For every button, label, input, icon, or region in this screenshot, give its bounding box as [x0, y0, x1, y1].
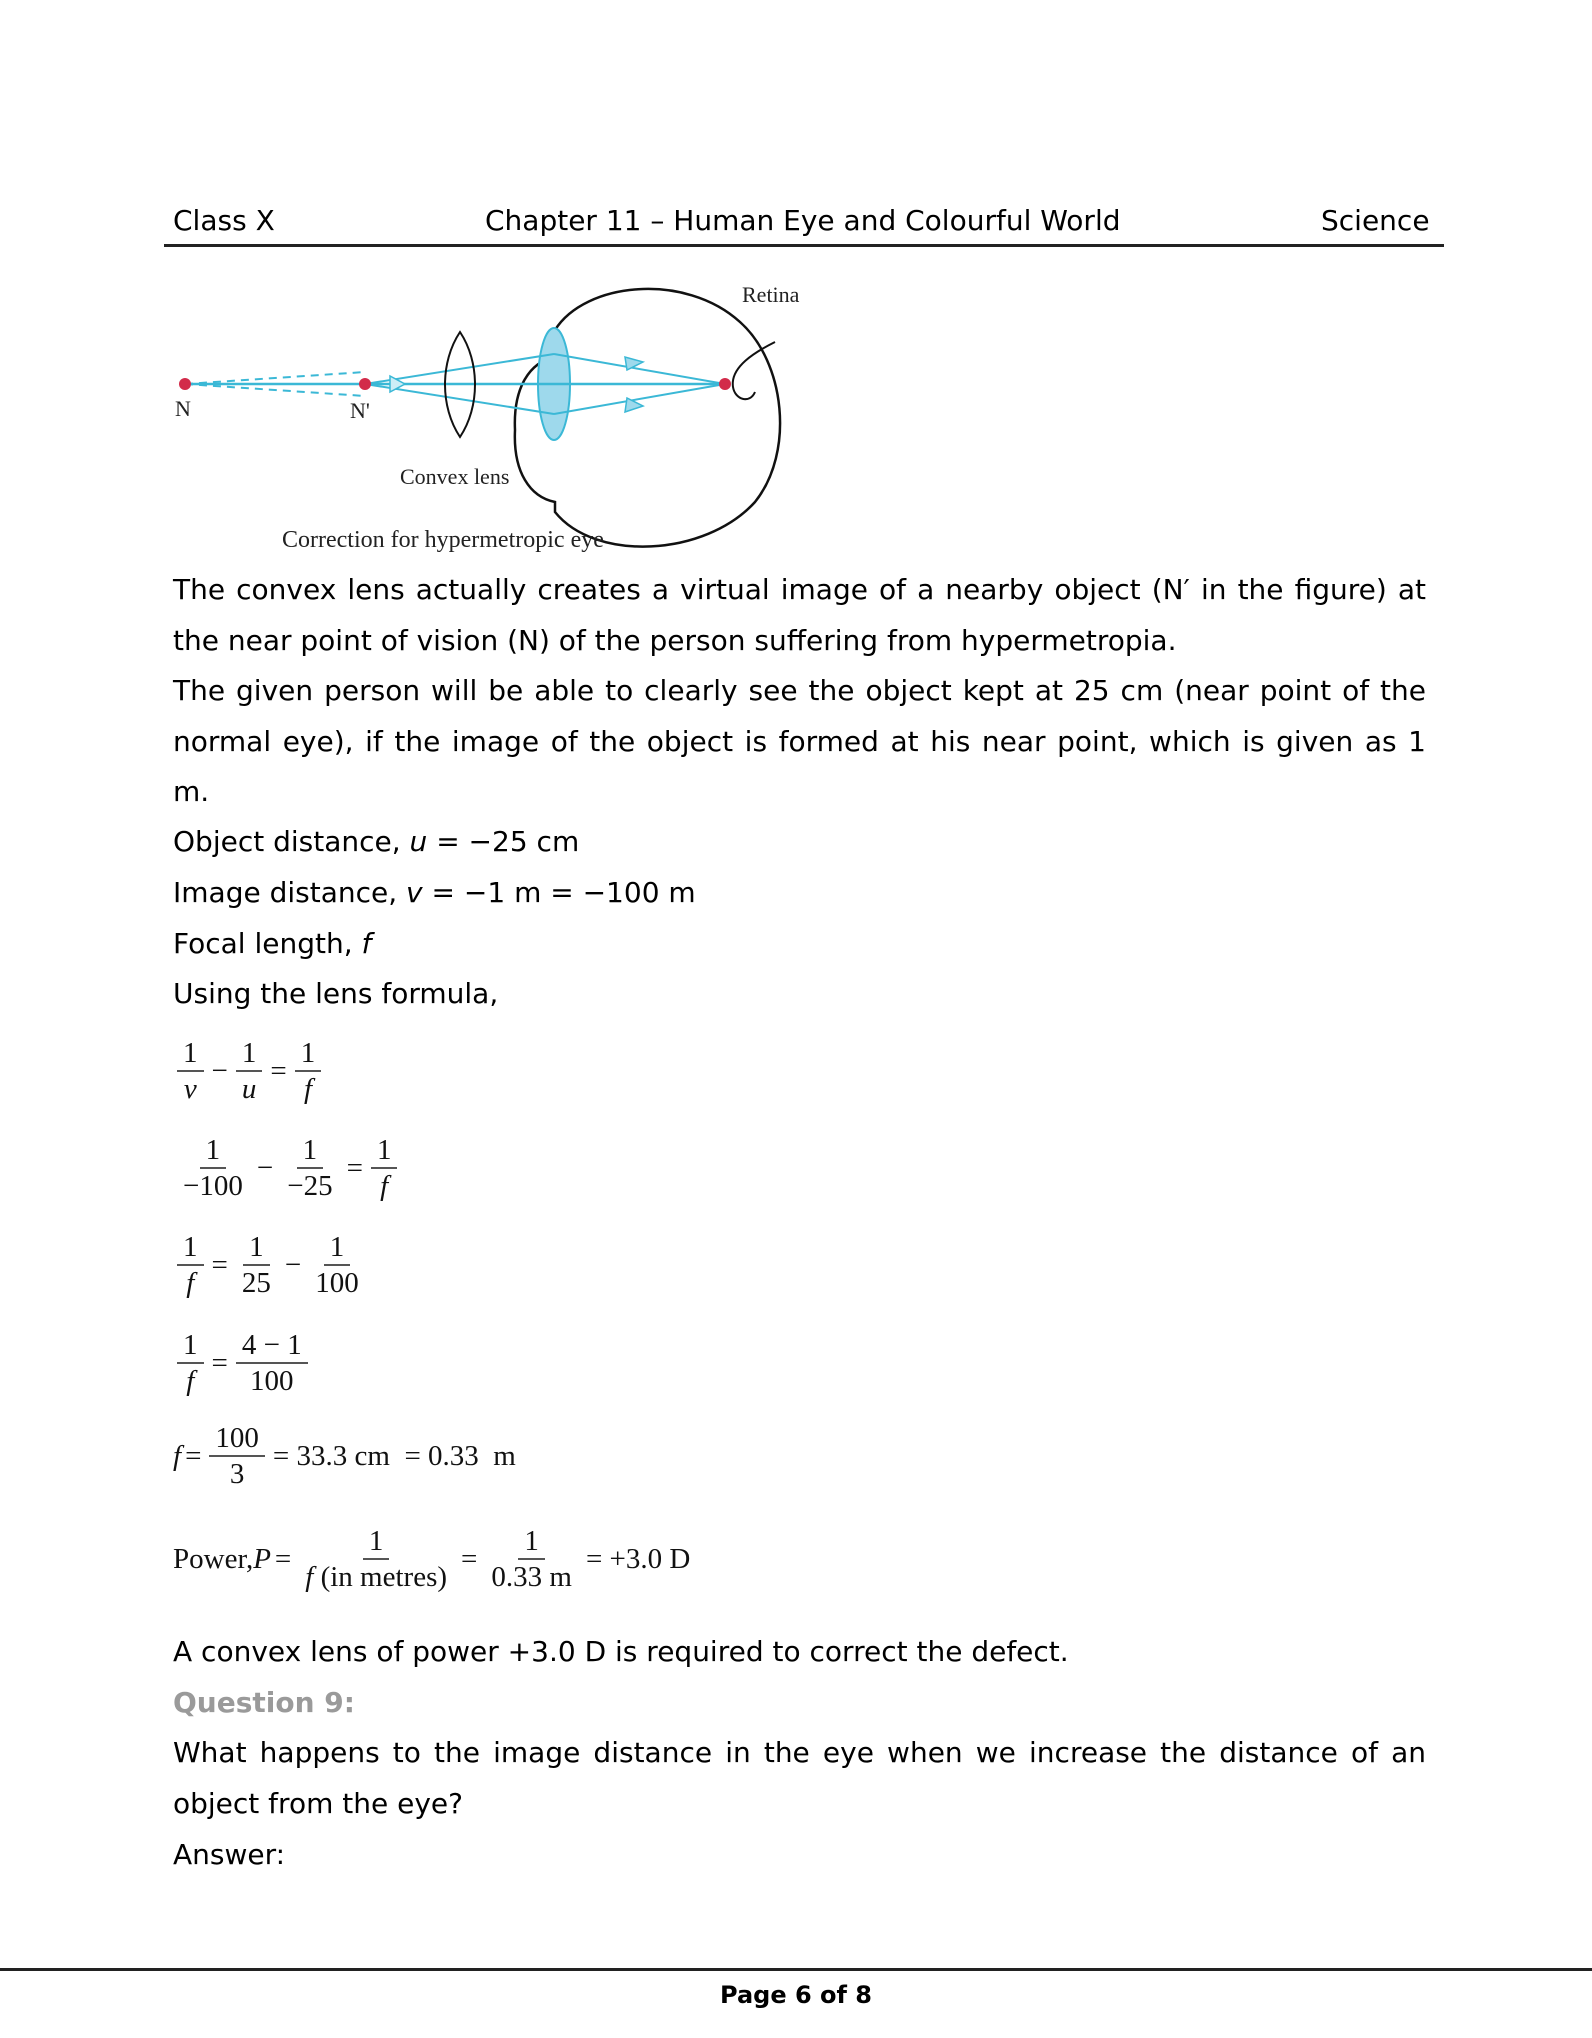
- point-n-prime: [359, 378, 371, 390]
- retina-focus-point: [719, 378, 731, 390]
- equation-rearranged: $\frac{1}{f}$ = $\frac{1}{25}$ − $\frac{1}{100}$: [173, 1230, 369, 1300]
- object-distance: Object distance, u = −25 cm: [173, 825, 580, 858]
- answer-label: Answer:: [173, 1838, 286, 1871]
- header-chapter-title: Chapter 11 – Human Eye and Colourful World: [485, 204, 1121, 237]
- equation-substitution: $\frac{1}{-100}$ − $\frac{1}{-25}$ = $\frac{1}{f}$: [173, 1133, 401, 1203]
- header-class: Class X: [173, 204, 275, 237]
- equation-combined: $\frac{1}{f}$ = $\frac{4 - 1}{100}$: [173, 1328, 312, 1398]
- equation-power: Power, P = $\frac{1}{\text{f (in metres)}}$ = $\frac{1}{0.33 m}$ = +3.0 D: [173, 1525, 691, 1593]
- para2-line2: normal eye), if the image of the object is formed at his near point, which is given as 1: [173, 725, 1426, 758]
- footer-divider: [0, 1968, 1592, 1971]
- lens-formula-intro: Using the lens formula,: [173, 977, 499, 1010]
- header-divider: [164, 244, 1444, 247]
- label-n: N: [175, 396, 191, 421]
- equation-focal-length-result: f = $\frac{100}{3}$ = 33.3 cm = 0.33 m: [173, 1422, 516, 1490]
- para2-line1: The given person will be able to clearly see the object kept at 25 cm (near point of the: [173, 674, 1426, 707]
- page-number: Page 6 of 8: [720, 1981, 872, 2009]
- question-text-line2: object from the eye?: [173, 1787, 463, 1820]
- header-subject: Science: [1321, 204, 1430, 237]
- label-n-prime: N': [350, 398, 370, 423]
- question-text-line1: What happens to the image distance in the eye when we increase the distance of an: [173, 1736, 1426, 1769]
- figure-caption: Correction for hypermetropic eye: [282, 527, 604, 553]
- equation-lens-formula: $\frac{1}{v}$ − $\frac{1}{u}$ = $\frac{1}{f}$: [173, 1036, 325, 1106]
- label-convex-lens: Convex lens: [400, 464, 510, 489]
- label-retina: Retina: [742, 282, 800, 307]
- para1-line2: the near point of vision (N) of the person suffering from hypermetropia.: [173, 624, 1177, 657]
- conclusion: A convex lens of power +3.0 D is required to correct the defect.: [173, 1635, 1069, 1668]
- para2-line3: m.: [173, 775, 210, 808]
- retina-marker: [733, 342, 775, 399]
- question-label: Question 9:: [173, 1686, 355, 1719]
- point-n: [179, 378, 191, 390]
- focal-length: Focal length, f: [173, 927, 372, 960]
- image-distance: Image distance, v = −1 m = −100 m: [173, 876, 696, 909]
- para1-line1: The convex lens actually creates a virtual image of a nearby object (N′ in the figure) at: [173, 573, 1426, 606]
- hypermetropia-correction-diagram: [165, 272, 825, 562]
